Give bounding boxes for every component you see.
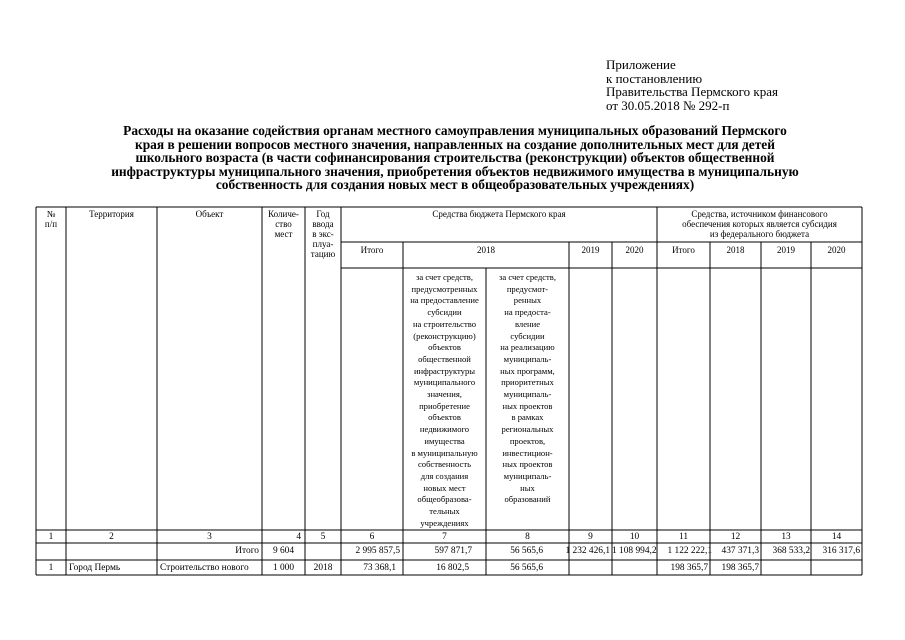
col-number-6: 6 (369, 532, 375, 542)
row1-territory: Город Пермь (69, 563, 121, 573)
col-number-9: 9 (588, 532, 593, 542)
header-federal-2020: 2020 (827, 245, 846, 255)
row1-num: 1 (48, 563, 54, 573)
total-label: Итого (235, 546, 259, 556)
row1-c6: 73 368,1 (363, 563, 396, 573)
appendix-line-3: Правительства Пермского края (606, 84, 778, 99)
title-line-1: Расходы на оказание содействия органам местного самоуправления муниципальных образований Пермского (123, 123, 787, 138)
header-federal: Средства, источником финансового обеспечения которых является субсидия из федерального бюджета (682, 209, 837, 239)
col-number-7: 7 (442, 532, 447, 542)
col-number-4: 4 (296, 532, 301, 542)
total-c14: 316 317,6 (822, 546, 860, 556)
col-number-14: 14 (831, 532, 842, 542)
row1-object: Строительство нового (160, 563, 249, 573)
total-c13: 368 533,2 (772, 546, 810, 556)
title-line-2: края в решении вопросов местного значения, направленных на создание дополнительных мест для детей (135, 136, 775, 152)
total-c10: 1 108 994,2 (612, 546, 657, 556)
header-year: Год ввода в экс- плуа- тацию (310, 209, 336, 259)
col-number-5: 5 (320, 532, 326, 542)
total-c11: 1 122 222,1 (667, 546, 712, 556)
title-line-3: школьного возраста (в части софинансирования строительства (реконструкции) объектов общественной (135, 150, 775, 166)
row1-c7: 16 802,5 (436, 563, 469, 573)
col-number-2: 2 (109, 532, 114, 542)
col-number-10: 10 (629, 532, 640, 542)
header-federal-2019: 2019 (777, 245, 795, 255)
header-regional-budget: Средства бюджета Пермского края (432, 209, 566, 219)
header-col8-description: за счет средств, предусмот- ренных на предоста- вление субсидии на реализацию муниципаль- ных программ, приоритетных муниципаль- ных проектов в рамках региональных проектов, инвестицион- ных проектов муниципаль- ных образований (498, 272, 556, 505)
total-c6: 2 995 857,5 (355, 546, 400, 556)
col-number-3: 3 (207, 532, 212, 542)
header-regional-total: Итого (360, 245, 384, 255)
total-c7: 597 871,7 (434, 546, 472, 556)
appendix-line-2: к постановлению (606, 70, 703, 86)
header-num: № п/п (44, 209, 58, 229)
appendix-line-1: Приложение (606, 57, 676, 72)
total-quantity: 9 604 (272, 546, 295, 556)
appendix-line-4: от 30.05.2018 № 292-п (606, 97, 730, 113)
header-territory: Территория (89, 209, 134, 219)
col-number-13: 13 (781, 532, 791, 542)
row1-c8: 56 565,6 (510, 563, 543, 573)
col-number-8: 8 (525, 532, 530, 542)
title-line-4: инфраструктуры муниципального значения, приобретения объектов недвижимого имущества в муниципальную (111, 163, 799, 179)
header-regional-2018: 2018 (477, 245, 495, 255)
col-number-1: 1 (48, 532, 54, 542)
row1-c12: 198 365,7 (721, 563, 759, 573)
row1-year: 2018 (313, 563, 333, 573)
total-c9: 1 232 426,1 (565, 546, 610, 556)
header-col7-description: за счет средств, предусмотренных на предоставление субсидии на строительство (реконструкцию) объектов общественной инфраструктуры муниципального значения, приобретение объектов недвижимого имущества в муниципальную собственность для создания новых мест общеобразова- тельных учреждениях (410, 272, 479, 528)
total-c12: 437 371,3 (721, 546, 759, 556)
total-c8: 56 565,6 (510, 546, 543, 556)
header-federal-total: Итого (672, 245, 695, 255)
header-regional-2019: 2019 (581, 245, 600, 255)
header-federal-2018: 2018 (726, 245, 745, 255)
row1-quantity: 1 000 (272, 563, 295, 573)
col-number-12: 12 (730, 532, 741, 542)
title-line-5: собственность для создания новых мест в общеобразовательных учреждениях) (215, 177, 695, 193)
header-regional-2020: 2020 (625, 245, 644, 255)
header-object: Объект (195, 209, 224, 219)
header-quantity: Количе- ство мест (268, 209, 299, 239)
col-number-11: 11 (678, 532, 689, 542)
row1-c11: 198 365,7 (670, 563, 708, 573)
